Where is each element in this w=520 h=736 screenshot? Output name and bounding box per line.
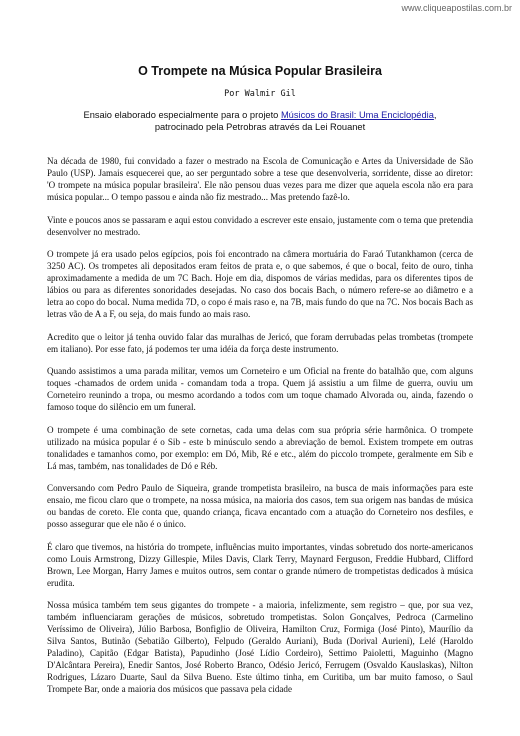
- paragraph: É claro que tivemos, na história do trompete, influências muito importantes, vindas sobretudo dos norte-americanos como Louis Armstrong, Dizzy Gillespie, Miles Davis, Clark Terry, Maynard Ferguson, Freddie Hubbard, Clifford Brown, Lee Morgan, Harry James e muitos outros, sem contar o grande número de trompetistas dedicados à música erudita.: [47, 541, 473, 588]
- paragraph: Vinte e poucos anos se passaram e aqui estou convidado a escrever este ensaio, justamente com o tema que pretendia desenvolver no mestrado.: [47, 214, 473, 237]
- page-title: O Trompete na Música Popular Brasileira: [138, 64, 382, 78]
- paragraph: Nossa música também tem seus gigantes do trompete - a maioria, infelizmente, sem registro – que, por sua vez, também influenciaram gerações de músicos, sobretudo trompetistas. Solon Gonçalves, Pedroca (Carmelino Veríssimo de Oliveira), Júlio Barbosa, Bonfiglio de Oliveira, Hamilton Cruz, Formiga (José Pinto), Maurílio da Silva Santos, Butinão (Sebatião Gilberto), Felpudo (Geraldo Auriani), Buda (Dorival Aurieni), Lelé (Haroldo Paladino), Capitão (Edgar Batista), Papudinho (José Lídio Cordeiro), Settimo Paioletti, Maguinho (Magno D'Alcântara Pereira), Enedir Santos, José Roberto Branco, Odésio Jericó, Ferrugem (Osvaldo Kauslaskas), Nilton Rodrigues, Lázaro Duarte, Saul da Silva Bueno. Este último tinha, em Curitiba, um bar muito famoso, o Saul Trompete Bar, onde a maioria dos músicos que passava pela cidade: [47, 600, 473, 694]
- site-url: www.cliqueapostilas.com.br: [401, 3, 512, 13]
- intro-suffix: ,: [433, 110, 437, 120]
- intro-prefix: Ensaio elaborado especialmente para o projeto: [83, 110, 281, 120]
- intro-text: [0, 109, 520, 133]
- paragraph: O trompete é uma combinação de sete cornetas, cada uma delas com sua própria série harmônica. O trompete utilizado na música popular é o Sib - este b minúsculo sendo a abreviação de bemol. Existem trompete em outras tonalidades e tamanhos como, por exemplo: em Dó, Mib, Ré e etc., além do piccolo trompete, geralmente em Sib e Lá mas, também, nas tonalidades de Dó e Réb.: [47, 424, 473, 471]
- paragraph: Quando assistimos a uma parada militar, vemos um Corneteiro e um Oficial na frente do batalhão que, com alguns toques -chamados de ordem unida - comandam toda a tropa. Quem já assistiu a um filme de guerra, ouviu um Corneteiro reunindo a tropa, ou mesmo acordando a todos com um toque chamado Alvorada ou, ainda, fazendo o famoso toque do silêncio em um funeral.: [47, 366, 473, 412]
- essay-body: [47, 155, 473, 706]
- paragraph: Na década de 1980, fui convidado a fazer o mestrado na Escola de Comunicação e Artes da Universidade de São Paulo (USP). Jamais esquecerei que, ao ser perguntado sobre a tese que desenvolveria, sorridente, disse ao diretor: 'O trompete na música popular brasileira'. Ele não pensou duas vezes para me dizer que aquela escola não era para música popular... O tempo passou e ainda não fiz mestrado... Mas pretendo fazê-lo.: [47, 156, 473, 202]
- paragraph: Acredito que o leitor já tenha ouvido falar das muralhas de Jericó, que foram derrubadas pelas trombetas (trompete em italiano). Por esse fato, já podemos ter uma idéia da força deste instrumento.: [47, 331, 473, 354]
- paragraph: Conversando com Pedro Paulo de Siqueira, grande trompetista brasileiro, na busca de mais informações para este ensaio, me ficou claro que o trompete, na nossa música, na maioria dos casos, tem sua origem nas bandas de música ou bandas de coreto. Ele conta que, quando criança, ficava encantado com a atuação do Corneteiro nos desfiles, e posso assegurar que ele não é o único.: [47, 483, 473, 529]
- encyclopedia-link[interactable]: Músicos do Brasil: Uma Enciclopédia: [280, 110, 434, 120]
- paragraph: O trompete já era usado pelos egípcios, pois foi encontrado na câmera mortuária do Faraó Tutankhamon (cerca de 3250 AC). Os trompetes ali depositados eram feitos de prata e, o que sabemos, é que o bocal, feito de ouro, tinha aproximadamente a medida de um 7C Bach. Hoje em dia, dispomos de várias medidas, para os diferentes tipos de lábios ou para as diferentes sonoridades desejadas. No caso dos bocais Bach, o número refere-se ao diâmetro e a letra ao copo do bocal. Numa medida 7D, o copo é mais raso e, na 7B, mais fundo do que na 7C. Nos bocais Bach as letras vão de A a F, ou seja, do mais fundo ao mais raso.: [47, 249, 473, 319]
- author-byline: Por Walmir Gil: [224, 89, 296, 99]
- intro-line-2: patrocinado pela Petrobras através da Lei Rouanet: [154, 122, 366, 132]
